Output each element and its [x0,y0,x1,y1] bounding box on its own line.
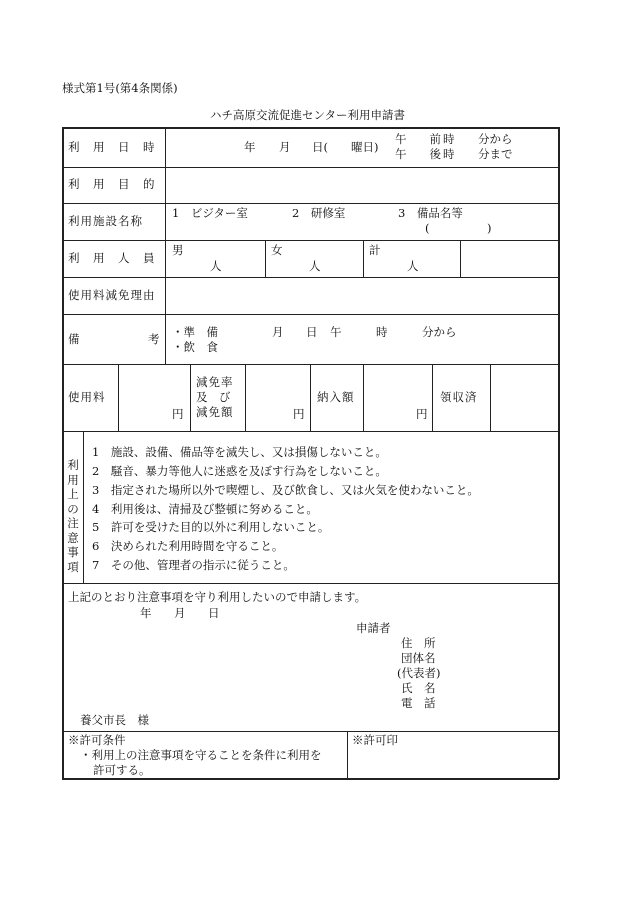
permission-condition-title: ※許可条件 [68,733,126,747]
notes-item: 3 指定された場所以外で喫煙し、及び飲食し、又は火気を使わないこと。 [92,483,479,497]
remarks-hour: 時 [376,325,388,339]
form-title: ハチ高原交流促進センター利用申請書 [210,108,406,122]
datetime-am: 午 前 [395,132,441,146]
permission-seal-title: ※許可印 [352,733,398,747]
form-number: 様式第1号(第4条関係) [62,81,178,95]
notes-label: 利用上の注意事項 [67,458,79,574]
remarks-ampm: 午 [330,325,342,339]
datetime-hour-start: 時 [443,132,455,146]
notes-item: 6 決められた利用時間を守ること。 [92,539,284,553]
declaration-year: 年 [140,606,152,620]
notes-item: 7 その他、管理者の指示に従うこと。 [92,558,295,572]
datetime-month: 月 [279,140,291,154]
notes-item: 1 施設、設備、備品等を滅失し、又は損傷しないこと。 [92,445,387,459]
applicant-phone-label: 電 話 [401,696,436,710]
datetime-year: 年 [244,140,256,154]
reduction-reason-label: 使用料減免理由 [68,288,156,302]
permission-condition-line2: 許可する。 [93,763,151,777]
remarks-month: 月 [272,325,284,339]
permission-condition-line1: ・利用上の注意事項を守ることを条件に利用を [80,748,322,762]
reduction-yen: 円 [293,407,305,421]
facility-option-equipment: 3 備品名等 [398,206,463,220]
remarks-food: ・飲 食 [172,340,218,354]
people-female-unit: 人 [309,259,321,273]
datetime-label: 利 用 日 時 [68,140,156,154]
notes-item: 5 許可を受けた目的以外に利用しないこと。 [92,520,330,534]
remarks-prep: ・準 備 [172,325,218,339]
declaration-month: 月 [174,606,186,620]
payment-label: 納入額 [317,390,355,404]
applicant-name-label: 氏 名 [401,681,436,695]
datetime-pm: 午 後 [395,147,441,161]
declaration-day: 日 [208,606,220,620]
remarks-label-left: 備 [68,332,80,346]
notes-item: 2 騒音、暴力等他人に迷惑を及ぼす行為をしないこと。 [92,464,387,478]
remarks-day: 日 [306,325,318,339]
people-total-unit: 人 [407,259,419,273]
facility-label: 利用施設名称 [68,214,143,228]
people-male-label: 男 [172,243,184,257]
reduction-and-label: 及 び [196,390,231,404]
reduction-rate-label: 減免率 [196,375,234,389]
remarks-from: 分から [422,325,457,339]
fee-yen: 円 [172,407,184,421]
datetime-until: 分まで [478,147,513,161]
purpose-label: 利 用 目 的 [68,177,156,191]
people-total-label: 計 [369,243,381,257]
receipt-label: 領収済 [440,390,478,404]
reduction-amount-label: 減免額 [196,405,234,419]
declaration-text: 上記のとおり注意事項を守り利用したいので申請します。 [68,590,367,604]
notes-item: 4 利用後は、清掃及び整頓に努めること。 [92,502,318,516]
datetime-hour-end: 時 [443,147,455,161]
datetime-day: 日( [312,140,328,154]
applicant-rep-label: (代表者) [397,666,441,680]
facility-option-training: 2 研修室 [292,206,346,220]
facility-equipment-paren: ( ) [425,221,492,235]
applicant-address-label: 住 所 [401,636,436,650]
payment-yen: 円 [416,407,428,421]
people-male-unit: 人 [210,259,222,273]
people-label: 利 用 人 員 [68,251,156,265]
fee-label: 使用料 [68,390,106,404]
people-female-label: 女 [271,243,283,257]
datetime-from: 分から [478,132,513,146]
applicant-org-label: 団体名 [401,651,436,665]
facility-option-visitor: 1 ビジター室 [172,206,248,220]
datetime-weekday: 曜日) [351,140,379,154]
addressee: 養父市長 様 [80,713,149,727]
applicant-label: 申請者 [356,621,391,635]
remarks-label-right: 考 [148,332,160,346]
